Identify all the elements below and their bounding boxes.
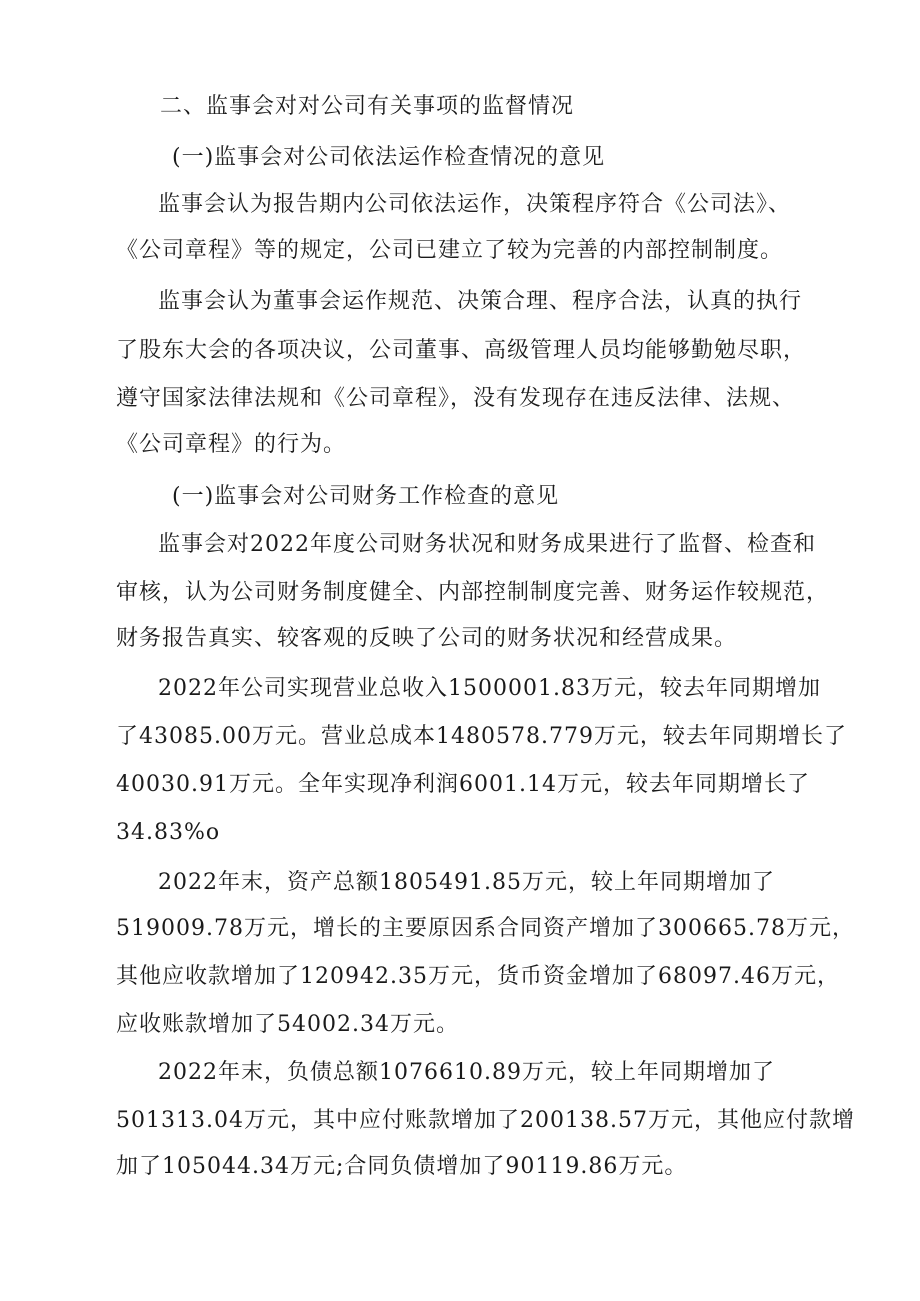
paragraph-line: 《公司章程》的行为。 xyxy=(116,432,347,457)
paragraph-line: 2022年末，负债总额1076610.89万元，较上年同期增加了 xyxy=(158,1060,775,1085)
paragraph-line: 监事会对2022年度公司财务状况和财务成果进行了监督、检查和 xyxy=(158,532,816,557)
paragraph-line: 审核，认为公司财务制度健全、内部控制制度完善、财务运作较规范， xyxy=(116,580,830,605)
paragraph-line: 监事会认为报告期内公司依法运作，决策程序符合《公司法》、 xyxy=(158,192,792,217)
paragraph-line: 2022年公司实现营业总收入1500001.83万元，较去年同期增加 xyxy=(158,676,821,701)
paragraph-line: 监事会认为董事会运作规范、决策合理、程序合法，认真的执行 xyxy=(158,289,803,314)
paragraph-line: 了股东大会的各项决议，公司董事、高级管理人员均能够勤勉尽职， xyxy=(116,338,807,363)
paragraph-line: 应收账款增加了54002.34万元。 xyxy=(116,1012,459,1037)
subsection-title-1: (一)监事会对公司依法运作检查情况的意见 xyxy=(172,145,606,170)
paragraph-line: 财务报告真实、较客观的反映了公司的财务状况和经营成果。 xyxy=(116,626,738,651)
subsection-title-2: (一)监事会对公司财务工作检查的意见 xyxy=(172,484,560,509)
paragraph-line: 40030.91万元。全年实现净利润6001.14万元，较去年同期增长了 xyxy=(116,772,810,797)
paragraph-line: 《公司章程》等的规定，公司已建立了较为完善的内部控制制度。 xyxy=(116,238,784,263)
paragraph-line: 遵守国家法律法规和《公司章程》，没有发现存在违反法律、法规、 xyxy=(116,386,796,411)
paragraph-line: 501313.04万元，其中应付账款增加了200138.57万元，其他应付款增 xyxy=(116,1108,855,1133)
section-heading: 二、监事会对对公司有关事项的监督情况 xyxy=(160,94,575,119)
paragraph-line: 了43085.00万元。营业总成本1480578.779万元，较去年同期增长了 xyxy=(116,724,847,749)
paragraph-line: 2022年末，资产总额1805491.85万元，较上年同期增加了 xyxy=(158,870,775,895)
paragraph-line: 34.83%o xyxy=(116,820,221,845)
paragraph-line: 加了105044.34万元;合同负债增加了90119.86万元。 xyxy=(116,1154,688,1179)
paragraph-line: 519009.78万元，增长的主要原因系合同资产增加了300665.78万元， xyxy=(116,916,855,941)
paragraph-line: 其他应收款增加了120942.35万元，货币资金增加了68097.46万元， xyxy=(116,964,840,989)
